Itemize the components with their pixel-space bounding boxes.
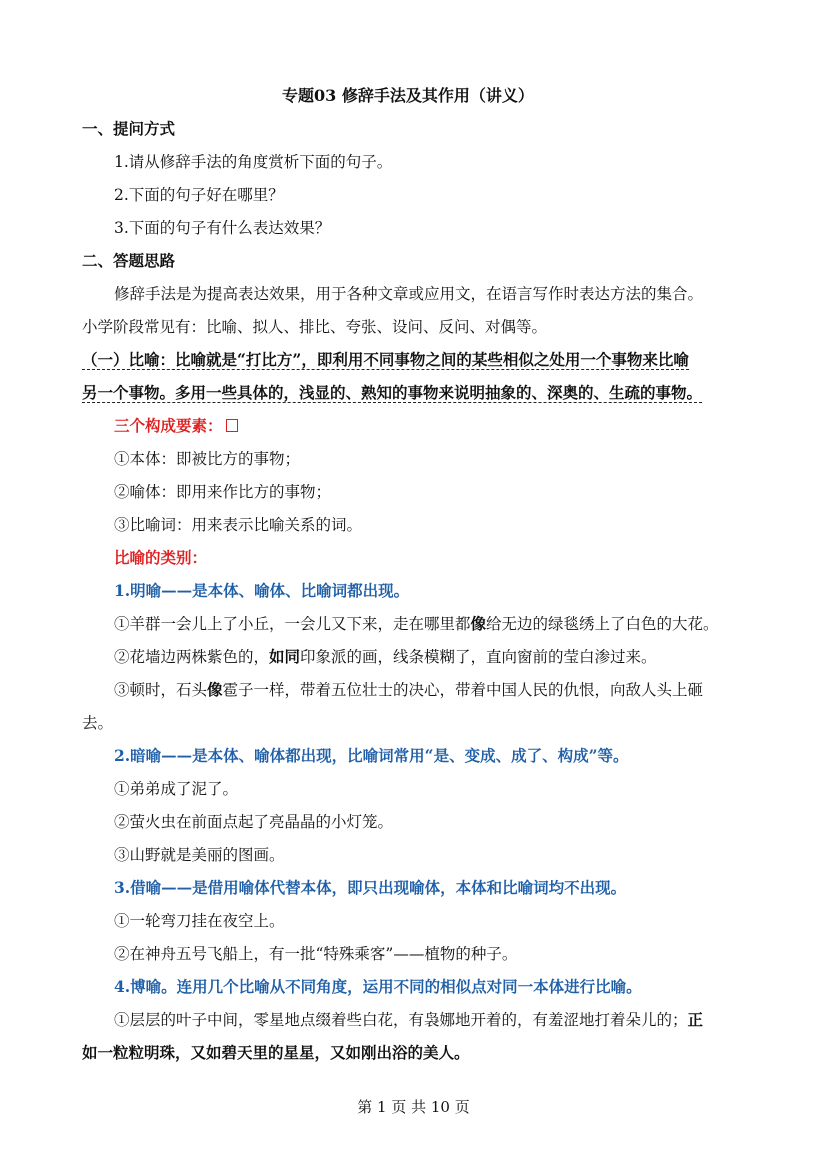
- metaphor-example-2: ②萤火虫在前面点起了亮晶晶的小灯笼。: [114, 813, 394, 831]
- simile-example-3: [114, 679, 703, 701]
- example-bold-text: 正: [687, 1010, 704, 1029]
- type-metaphor-heading: 2.暗喻——是本体、喻体都出现，比喻词常用“是、变成、成了、构成”等。: [114, 746, 629, 765]
- example-text: ②花墙边两株紫色的，: [114, 648, 270, 666]
- example-text: ③顿时，石头: [114, 681, 208, 699]
- example-text: ①羊群一会儿上了小丘，一会儿又下来，走在哪里都: [114, 615, 471, 633]
- question-3: 3.下面的句子有什么表达效果？: [114, 219, 331, 237]
- example-text: 印象派的画，线条模糊了，直向窗前的莹白渗过来。: [300, 648, 657, 666]
- metaphor-example-1: ①弟弟成了泥了。: [114, 780, 239, 798]
- simile-example-2: [114, 646, 657, 668]
- checkbox-square-icon: [226, 419, 238, 432]
- page-footer: 第 1 页 共 10 页: [357, 1098, 470, 1116]
- elements-heading-text: 三个构成要素：: [114, 416, 223, 435]
- metaphor-definition-line2: [82, 382, 702, 404]
- section-heading-approach: 二、答题思路: [82, 251, 176, 270]
- page-title: 专题03 修辞手法及其作用（讲义）: [282, 86, 534, 105]
- antonomasia-example-1: ①一轮弯刀挂在夜空上。: [114, 912, 285, 930]
- element-tenor: ①本体：即被比方的事物；: [114, 450, 301, 468]
- simile-example-1: [114, 613, 719, 635]
- type-extended-metaphor-heading: 4.博喻。连用几个比喻从不同角度，运用不同的相似点对同一本体进行比喻。: [114, 977, 642, 996]
- example-text: 雹子一样，带着五位壮士的决心，带着中国人民的仇恨，向敌人头上砸: [222, 681, 704, 699]
- metaphor-definition-line1: [82, 349, 689, 371]
- elements-heading: [114, 415, 238, 437]
- type-antonomasia-heading: 3.借喻——是借用喻体代替本体，即只出现喻体，本体和比喻词均不出现。: [114, 878, 627, 897]
- section-heading-questions: 一、提问方式: [82, 119, 176, 138]
- example-text: 给无边的绿毯绣上了白色的大花。: [486, 615, 719, 633]
- intro-paragraph-line1: 修辞手法是为提高表达效果，用于各种文章或应用文，在语言写作时表达方法的集合。: [114, 285, 704, 303]
- example-text: ①层层的叶子中间，零星地点缀着些白花，有袅娜地开着的，有羞涩地打着朵儿的；: [114, 1011, 688, 1029]
- antonomasia-example-2: ②在神舟五号飞船上，有一批“特殊乘客”——植物的种子。: [114, 945, 518, 963]
- simile-example-3-continued: 去。: [82, 714, 114, 732]
- comparator-word: 如同: [269, 647, 301, 666]
- comparator-word: 像: [207, 680, 223, 699]
- metaphor-definition-text1: （一）比喻：比喻就是“打比方”，即利用不同事物之间的某些相似之处用一个事物来比喻: [82, 350, 689, 369]
- element-comparator: ③比喻词：用来表示比喻关系的词。: [114, 516, 363, 534]
- question-2: 2.下面的句子好在哪里？: [114, 186, 284, 204]
- comparator-word: 像: [470, 614, 487, 633]
- extended-metaphor-example-1: [114, 1009, 703, 1031]
- metaphor-example-3: ③山野就是美丽的图画。: [114, 846, 285, 864]
- type-simile-heading: 1.明喻——是本体、喻体、比喻词都出现。: [114, 581, 410, 600]
- extended-metaphor-example-1-continued: 如一粒粒明珠，又如碧天里的星星，又如刚出浴的美人。: [82, 1043, 470, 1062]
- metaphor-definition-text2: 另一个事物。多用一些具体的，浅显的、熟知的事物来说明抽象的、深奥的、生疏的事物。: [82, 383, 703, 402]
- question-1: 1.请从修辞手法的角度赏析下面的句子。: [114, 153, 393, 171]
- intro-paragraph-line2: 小学阶段常见有：比喻、拟人、排比、夸张、设问、反问、对偶等。: [82, 318, 548, 336]
- element-vehicle: ②喻体：即用来作比方的事物；: [114, 483, 332, 501]
- types-heading: 比喻的类别：: [114, 548, 208, 567]
